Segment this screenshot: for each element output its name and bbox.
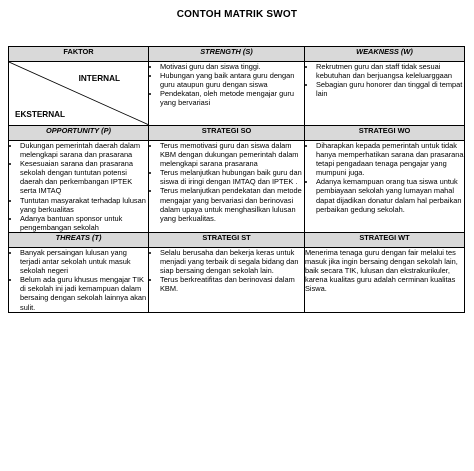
threats-cell bbox=[9, 247, 149, 312]
header-weakness: WEAKNESS (W) bbox=[305, 47, 465, 62]
internal-label: INTERNAL bbox=[78, 74, 120, 83]
header-strategi-so: STRATEGI SO bbox=[149, 126, 305, 141]
list-item: • Dukungan pemerintah daerah dalam melengkapi sarana dan prasarana bbox=[20, 141, 148, 159]
list-item: • Terus memotivasi guru dan siswa dalam KBM dengan dukungan pemerintah dalam melengkapi sarana prasarana bbox=[160, 141, 304, 168]
header-strategi-wt: STRATEGI WT bbox=[305, 232, 465, 247]
list-item: • Terus melanjutkan pendekatan dan metode mengajar yang bervariasi dan berinovasi dalam upaya untuk menghasilkan lulusan yang berkualitas. bbox=[160, 186, 304, 222]
list-item: • Adanya bantuan sponsor untuk pengembangan sekolah bbox=[20, 214, 148, 232]
opportunity-cell bbox=[9, 141, 149, 233]
list-item: • Adanya kemampuan orang tua siswa untuk pembiayaan sekolah yang lumayan mahal dapat dijadikan donatur dalam hal perbaikan perbaikan gedung sekolah. bbox=[316, 177, 464, 213]
page-title: CONTOH MATRIK SWOT bbox=[176, 9, 298, 20]
header-strength: STRENGTH (S) bbox=[149, 47, 305, 62]
list-item: • Terus berkreatifitas dan berinovasi dalam KBM. bbox=[160, 275, 304, 293]
list-item: • Diharapkan kepada pemerintah untuk tidak hanya memperhatikan sarana dan prasarana tetapi pengadaan tenaga pengajar yang mumpuni juga. bbox=[316, 141, 464, 177]
list-item: • Tuntutan masyarakat terhadap lulusan yang berkualitas bbox=[20, 196, 148, 214]
list-item: • Terus melanjutkan hubungan baik guru dan siswa di iringi dengan IMTAQ dan IPTEK . bbox=[160, 168, 304, 186]
header-strategi-wo: STRATEGI WO bbox=[305, 126, 465, 141]
header-threats: THREATS (T) bbox=[9, 232, 149, 247]
list-item: • Rekrutmen guru dan staff tidak sesuai kebutuhan dan berjuangsa keleluarggaan bbox=[316, 62, 464, 80]
list-item: • Pendekatan, oleh metode mengajar guru yang bervariasi bbox=[160, 89, 304, 107]
diagonal-cell bbox=[9, 62, 149, 126]
strategi-wo-cell bbox=[305, 141, 465, 233]
list-item: • Sebagian guru honorer dan tinggal di tempat lain bbox=[316, 80, 464, 98]
header-strategi-st: STRATEGI ST bbox=[149, 232, 305, 247]
eksternal-label: EKSTERNAL bbox=[15, 109, 66, 119]
swot-matrix-table bbox=[8, 46, 465, 313]
list-item: • Banyak persaingan lulusan yang terjadi antar sekolah untuk masuk sekolah negeri bbox=[20, 248, 148, 275]
strategi-st-cell bbox=[149, 247, 305, 312]
list-item: • Belum ada guru khusus mengajar TIK di sekolah ini jadi kemampuan dalam bersaing dengan sekolah lainnya akan sulit. bbox=[20, 275, 148, 311]
header-faktor: FAKTOR bbox=[9, 47, 149, 62]
strategi-wt-text: Menerima tenaga guru dengan fair melalui tes masuk jika ingin bersaing dengan sekolah lain, baik secara TIK, lulusan dan ekstrakurikuler, karena kualitas guru adalah cerminan kualitas Siswa. bbox=[305, 247, 458, 294]
list-item: • Motivasi guru dan siswa tinggi. bbox=[160, 62, 304, 71]
header-opportunity: OPPORTUNITY (P) bbox=[9, 126, 149, 141]
strategi-wt-cell bbox=[305, 247, 465, 312]
strength-cell bbox=[149, 62, 305, 126]
strategi-so-cell bbox=[149, 141, 305, 233]
list-item: • Selalu berusaha dan bekerja keras untuk menjadi yang terbaik di segala bidang dan siap bersaing dengan sekolah lain. bbox=[160, 248, 304, 275]
list-item: • Hubungan yang baik antara guru dengan guru ataupun guru dengan siswa bbox=[160, 71, 304, 89]
weakness-cell bbox=[305, 62, 465, 126]
list-item: • Kesesuaian sarana dan prasarana sekolah dengan tuntutan potensi daerah dan perkembangan IPTEK serta IMTAQ bbox=[20, 159, 148, 195]
